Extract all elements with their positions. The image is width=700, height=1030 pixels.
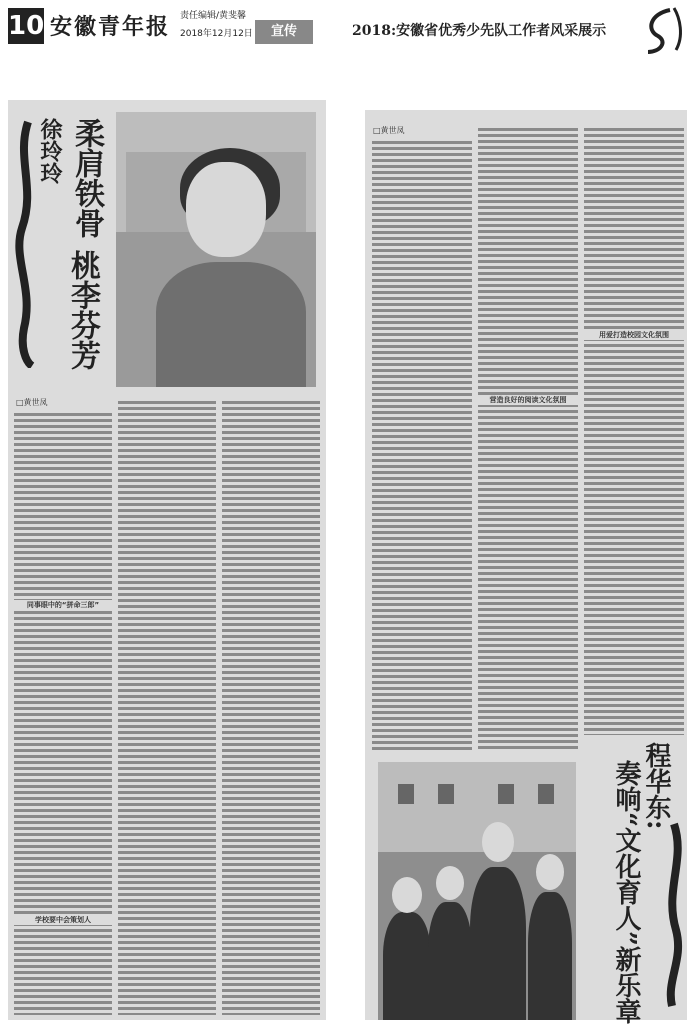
page-number: 10 — [8, 8, 44, 44]
section-subhead: 营造良好的阅读文化氛围 — [478, 395, 578, 405]
group-photo — [378, 762, 576, 1020]
section-subhead: 用爱打造校园文化氛围 — [584, 330, 684, 340]
portrait-photo — [116, 112, 316, 387]
article-body-column — [584, 125, 684, 735]
article-title-part2: 奏响“文化育人”新乐章 — [611, 760, 641, 1024]
article-body-column — [222, 398, 320, 1015]
banner-text: 安徽省优秀少先队工作者风采展示 — [396, 23, 607, 39]
ribbon-decoration-icon — [662, 820, 686, 1010]
article-title-part1: 柔肩铁骨 — [69, 118, 104, 238]
ribbon-decoration-icon — [640, 6, 686, 56]
article-byline: □黄世凤 — [373, 126, 405, 135]
person-name: 徐玲玲 — [37, 118, 63, 184]
section-banner: 2018:安徽省优秀少先队工作者风采展示 — [352, 23, 607, 39]
section-tag: 宣传 — [255, 20, 313, 44]
page-header — [0, 0, 700, 60]
article-byline: □黄世凤 — [16, 398, 48, 407]
banner-year: 2018 — [352, 23, 391, 39]
article-body-column — [14, 410, 112, 1015]
section-subhead: 同事眼中的“拼命三郎” — [14, 600, 112, 610]
article-title-part1: 程华东: — [641, 742, 671, 830]
editor-credit: 责任编辑/黄斐馨 — [180, 11, 247, 21]
article-body-column — [372, 138, 472, 750]
newspaper-title: 安徽青年报 — [50, 14, 171, 40]
issue-date: 2018年12月12日 — [180, 29, 253, 39]
article-title-part2: 桃李芬芳 — [65, 250, 100, 370]
article-body-column — [478, 125, 578, 750]
ribbon-decoration-icon — [14, 118, 38, 368]
article-body-column — [118, 398, 216, 1015]
section-subhead: 学校要中会策划人 — [14, 915, 112, 925]
